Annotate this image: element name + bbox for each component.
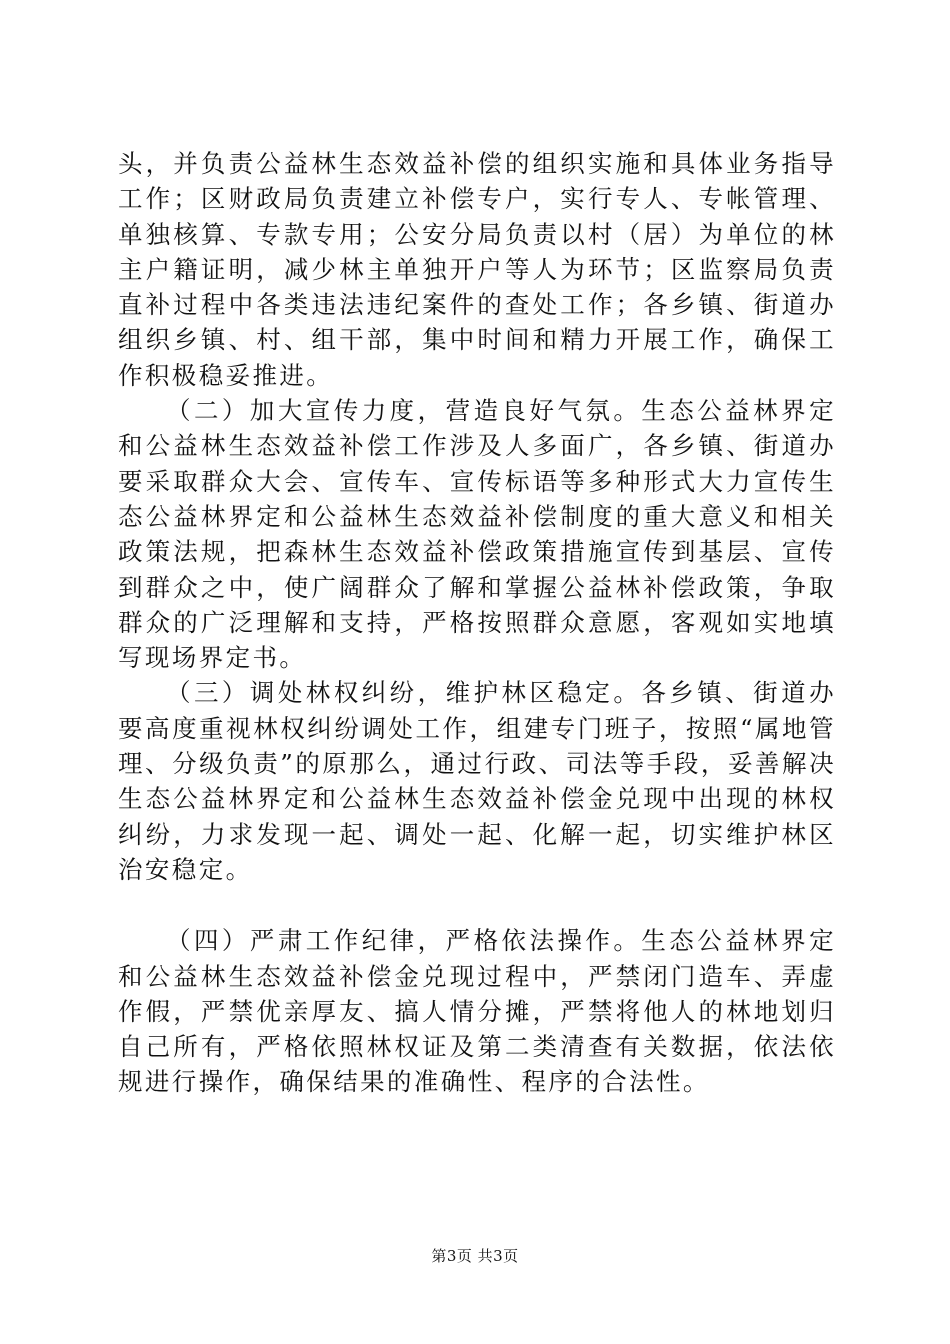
paragraph-section-2: （二）加大宣传力度，营造良好气氛。生态公益林界定和公益林生态效益补偿工作涉及人多面广，各乡镇、街道办要采取群众大会、宣传车、宣传标语等多种形式大力宣传生态公益林界定和公益林生态效益补偿制度的重大意义和相关政策法规，把森林生态效益补偿政策措施宣传到基层、宣传到群众之中，使广阔群众了解和掌握公益林补偿政策，争取群众的广泛理解和支持，严格按照群众意愿，客观如实地填写现场界定书。 — [118, 396, 836, 673]
paragraph-gap — [118, 887, 836, 923]
document-body — [118, 146, 836, 1100]
page-footer: 第3页 共3页 — [431, 1247, 519, 1265]
paragraph-continuation: 头，并负责公益林生态效益补偿的组织实施和具体业务指导工作；区财政局负责建立补偿专户，实行专人、专帐管理、单独核算、专款专用；公安分局负责以村（居）为单位的林主户籍证明，减少林主单独开户等人为环节；区监察局负责直补过程中各类违法违纪案件的查处工作；各乡镇、街道办组织乡镇、村、组干部，集中时间和精力开展工作，确保工作积极稳妥推进。 — [118, 149, 836, 390]
paragraph-section-3: （三）调处林权纠纷，维护林区稳定。各乡镇、街道办要高度重视林权纠纷调处工作，组建专门班子，按照“属地管理、分级负责”的原那么，通过行政、司法等手段，妥善解决生态公益林界定和公益林生态效益补偿金兑现中出现的林权纠纷，力求发现一起、调处一起、化解一起，切实维护林区治安稳定。 — [118, 678, 836, 884]
paragraph-section-4: （四）严肃工作纪律，严格依法操作。生态公益林界定和公益林生态效益补偿金兑现过程中，严禁闭门造车、弄虚作假，严禁优亲厚友、搞人情分摊，严禁将他人的林地划归自己所有，严格依照林权证及第二类清查有关数据，依法依规进行操作，确保结果的准确性、程序的合法性。 — [118, 926, 836, 1097]
